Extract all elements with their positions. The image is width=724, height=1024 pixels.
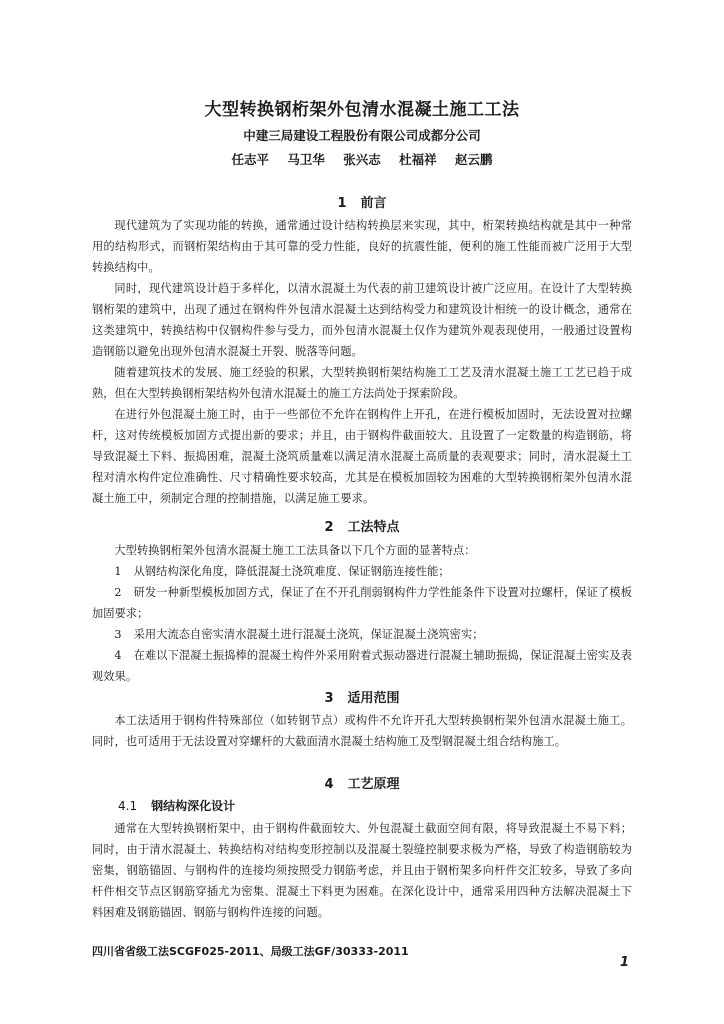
section1-paragraph: 同时，现代建筑设计趋于多样化，以清水混凝土为代表的前卫建筑设计被广泛应用。在设计了大型转换钢桁架的建筑中，出现了通过在钢构件外包清水混凝土达到结构受力和建筑设计相统一的设计概念，通常在这类建筑中，转换结构中仅钢构件参与受力，而外包清水混凝土仅作为建筑外观表现使用，一般通过设置构造钢筋以避免出现外包清水混凝土开裂、脱落等问题。 bbox=[92, 282, 632, 358]
author-list bbox=[0, 150, 724, 168]
section3-paragraph: 本工法适用于钢构件特殊部位（如转钢节点）或构件不允许开孔大型转换钢桁架外包清水混凝土施工。同时，也可适用于无法设置对穿螺杆的大截面清水混凝土结构施工及型钢混凝土组合结构施工。 bbox=[92, 714, 632, 748]
subsection-heading: 4.1 钢结构深化设计 bbox=[118, 799, 236, 813]
footer-standard-number: 四川省省级工法SCGF025-2011、局级工法GF/30333-2011 bbox=[92, 945, 409, 958]
section-heading-scope: 3 适用范围 bbox=[324, 691, 400, 706]
feature-list-item: 3 采用大流态自密实清水混凝土进行混凝土浇筑，保证混凝土浇筑密实； bbox=[114, 628, 484, 641]
section4-paragraph: 通常在大型转换钢桁架中，由于钢构件截面较大、外包混凝土截面空间有限，将导致混凝土不易下料；同时，由于清水混凝土、转换结构对结构变形控制以及混凝土裂缝控制要求极为严格，导致了构造钢筋较为密集，钢筋锚固、与钢构件的连接均须按照受力钢筋考虑，并且由于钢桁架多向杆件交汇较多，导致了多向杆件相交节点区钢筋穿插尤为密集、混凝土下料更为困难。在深化设计中，通常采用四种方法解决混凝土下料困难及钢筋锚固、钢筋与钢构件连接的问题。 bbox=[92, 822, 632, 919]
feature-list-item: 1 从钢结构深化角度，降低混凝土浇筑难度、保证钢筋连接性能； bbox=[114, 565, 450, 578]
feature-list-item: 4 在难以下混凝土振捣棒的混凝土构件外采用附着式振动器进行混凝土辅助振捣，保证混凝土密实及表观效果。 bbox=[92, 649, 632, 683]
section-heading-features: 2 工法特点 bbox=[324, 520, 400, 535]
section2-intro: 大型转换钢桁架外包清水混凝土施工工法具备以下几个方面的显著特点： bbox=[114, 544, 476, 557]
document-title: 大型转换钢桁架外包清水混凝土施工工法 bbox=[204, 100, 520, 120]
section-heading-introduction: 1 前言 bbox=[337, 196, 387, 211]
author-organization: 中建三局建设工程股份有限公司成都分公司 bbox=[243, 128, 481, 143]
section-heading-principle: 4 工艺原理 bbox=[324, 777, 400, 792]
section1-paragraph: 随着建筑技术的发展、施工经验的积累，大型转换钢桁架结构施工工艺及清水混凝土施工工艺已趋于成熟，但在大型转换钢桁架结构外包清水混凝土的施工方法尚处于探索阶段。 bbox=[92, 366, 632, 400]
author-name: 张兴志 bbox=[343, 152, 381, 167]
author-name: 任志平 bbox=[231, 152, 269, 167]
page-number: 1 bbox=[620, 955, 630, 970]
section1-paragraph: 在进行外包混凝土施工时，由于一些部位不允许在钢构件上开孔，在进行模板加固时，无法设置对拉螺杆，这对传统模板加固方式提出新的要求；并且，由于钢构件截面较大、且设置了一定数量的构造钢筋，将导致混凝土下料、振捣困难，混凝土浇筑质量难以满足清水混凝土高质量的表观要求；同时，清水混凝土工程对清水构件定位准确性、尺寸精确性要求较高，尤其是在模板加固较为困难的大型转换钢桁架外包清水混凝土施工中，须制定合理的控制措施，以满足施工要求。 bbox=[92, 408, 632, 505]
section1-paragraph: 现代建筑为了实现功能的转换，通常通过设计结构转换层来实现，其中，桁架转换结构就是其中一种常用的结构形式，而钢桁架结构由于其可靠的受力性能，良好的抗震性能，便利的施工性能而被广泛用于大型转换结构中。 bbox=[92, 219, 632, 274]
author-name: 赵云鹏 bbox=[454, 152, 493, 167]
author-name: 马卫华 bbox=[287, 152, 325, 167]
feature-list-item: 2 研发一种新型模板加固方式，保证了在不开孔削弱钢构件力学性能条件下设置对拉螺杆，保证了模板加固要求； bbox=[92, 586, 632, 620]
author-name: 杜福祥 bbox=[399, 152, 437, 167]
